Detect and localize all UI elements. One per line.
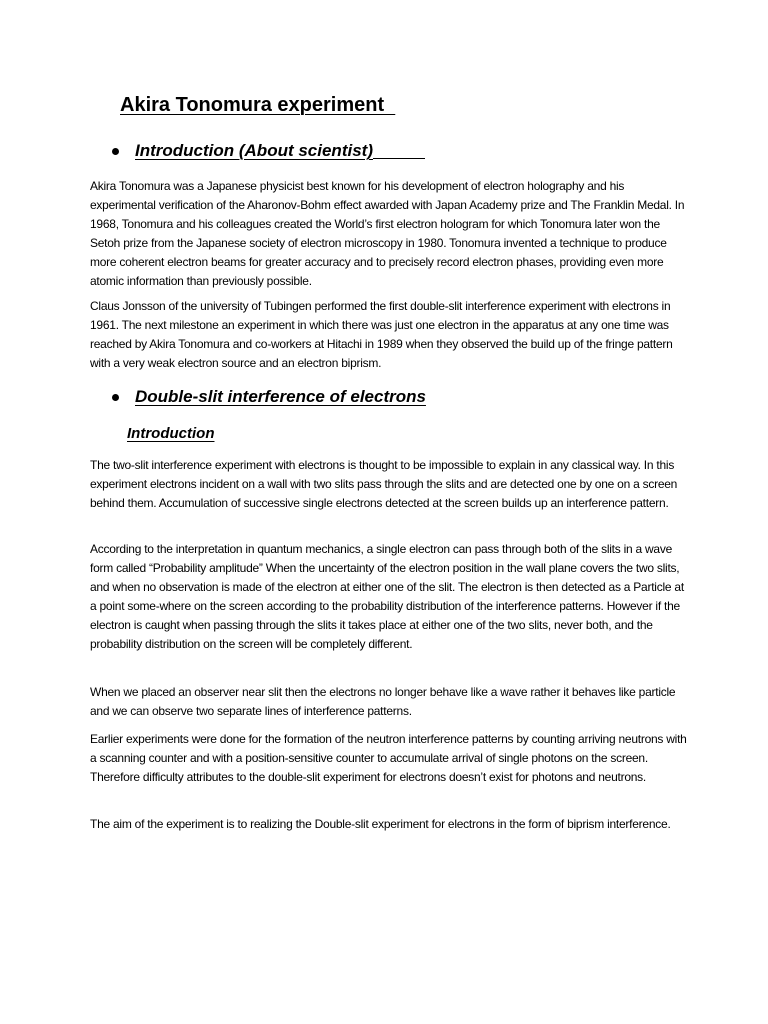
section-heading-text: Introduction (About scientist) bbox=[135, 141, 373, 160]
bullet-icon bbox=[112, 148, 119, 155]
paragraph: Earlier experiments were done for the formation of the neutron interference patterns by counting arriving neutrons with a scanning counter and with a position-sensitive counter to accumulate arrival of single photons on the screen. Therefore difficulty attributes to the double-slit experiment for electrons doesn’t exist for photons and neutrons. bbox=[90, 732, 687, 784]
paragraph: Claus Jonsson of the university of Tubingen performed the first double-slit interference experiment with electrons in 1961. The next milestone an experiment in which there was just one electron in the apparatus at any one time was reached by Akira Tonomura and co-workers at Hitachi in 1989 when they observed the build up of the fringe pattern with a very weak electron source and an electron biprism. bbox=[90, 299, 673, 370]
bullet-icon bbox=[112, 394, 119, 401]
paragraph: According to the interpretation in quantum mechanics, a single electron can pass through both of the slits in a wave form called “Probability amplitude” When the uncertainty of the electron position in the wall plane covers the two slits, and when no observation is made of the electron at either one of the slit. The electron is then detected as a Particle at a point some-where on the screen according to the probability distribution of the interference patterns. However if the electron is caught when passing through the slits it takes place at either one of the two slits, never both, and the probability distribution on the screen will be completely different. bbox=[90, 542, 684, 651]
section-heading-text: Double-slit interference of electrons bbox=[135, 387, 426, 406]
paragraph: Akira Tonomura was a Japanese physicist best known for his development of electron holography and his experimental verification of the Aharonov-Bohm effect awarded with Japan Academy prize and The Franklin Medal. In 1968, Tonomura and his colleagues created the World’s first electron hologram for which Tonomura later won the Setoh prize from the Japanese society of electron microscopy in 1980. Tonomura invented a technique to produce more coherent electron beams for greater accuracy and to precisely record electron phases, providing even more atomic information than previously possible. bbox=[90, 179, 685, 288]
section-heading-double-slit bbox=[112, 387, 426, 407]
heading-underline bbox=[373, 157, 425, 159]
subheading-introduction: Introduction bbox=[127, 425, 215, 442]
paragraph: The two-slit interference experiment with electrons is thought to be impossible to explain in any classical way. In this experiment electrons incident on a wall with two slits pass through the slits and are detected one by one on a screen behind them. Accumulation of successive single electrons detected at the screen builds up an interference pattern. bbox=[90, 458, 678, 510]
section-heading-introduction-about-scientist bbox=[112, 141, 425, 161]
paragraph: When we placed an observer near slit then the electrons no longer behave like a wave rather it behaves like particle and we can observe two separate lines of interference patterns. bbox=[90, 685, 676, 718]
document-title: Akira Tonomura experiment bbox=[120, 94, 396, 116]
paragraph: The aim of the experiment is to realizing the Double-slit experiment for electrons in the form of biprism interference. bbox=[90, 817, 671, 831]
